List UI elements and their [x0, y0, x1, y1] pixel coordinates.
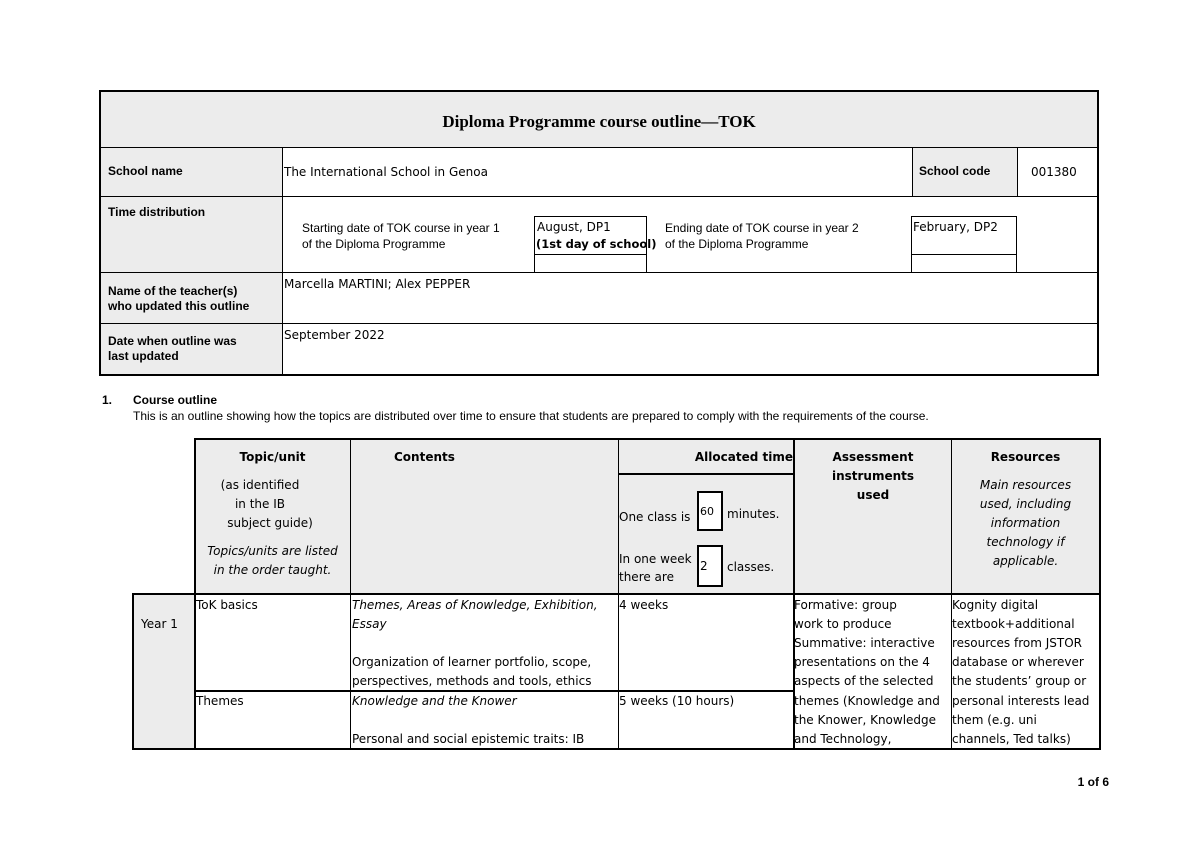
row1-contents-line4: perspectives, methods and tools, ethics	[352, 674, 592, 688]
assessment-line: aspects of the selected	[794, 674, 934, 688]
end-date-value: February, DP2	[913, 220, 998, 234]
row1-contents-line1: Themes, Areas of Knowledge, Exhibition,	[352, 598, 598, 612]
assessment-line: work to produce	[794, 617, 892, 631]
resources-note-line5: applicable.	[992, 554, 1059, 568]
topic-note-line1: Topics/units are listed	[207, 544, 338, 558]
col-header-assessment-line2: instruments	[831, 469, 915, 483]
resources-line: personal interests lead	[952, 694, 1090, 708]
resources-line: resources from JSTOR	[952, 636, 1082, 650]
resources-note-line4: technology if	[986, 535, 1065, 549]
date-label-line2: last updated	[108, 349, 179, 363]
resources-line: textbook+additional	[952, 617, 1075, 631]
assessment-line: themes (Knowledge and	[794, 694, 940, 708]
week-suffix: classes.	[727, 560, 775, 574]
assessment-line: presentations on the 4	[794, 655, 930, 669]
row1-topic: ToK basics	[196, 598, 258, 612]
start-date-label-line1: Starting date of TOK course in year 1	[302, 221, 500, 235]
end-date-label-line2: of the Diploma Programme	[665, 237, 809, 251]
section-title: Course outline	[133, 393, 218, 407]
col-header-resources: Resources	[990, 450, 1061, 464]
week-classes-value: 2	[700, 559, 708, 573]
school-code-value: 001380	[1031, 165, 1077, 179]
week-prefix-line2: there are	[619, 570, 674, 584]
year-label: Year 1	[141, 617, 178, 631]
assessment-line: the Knower, Knowledge	[794, 713, 937, 727]
school-name-label: School name	[108, 164, 183, 178]
row2-time: 5 weeks (10 hours)	[619, 694, 735, 708]
section-description: This is an outline showing how the topics are distributed over time to ensure that students are prepared to comply with the requirements of the course.	[133, 409, 929, 423]
page-number: 1 of 6	[1077, 775, 1109, 789]
row2-contents-line2: Personal and social epistemic traits: IB	[352, 732, 585, 746]
col-header-allocated-time: Allocated time	[694, 450, 793, 464]
row1-contents-line3: Organization of learner portfolio, scope,	[352, 655, 592, 669]
teacher-value: Marcella MARTINI; Alex PEPPER	[284, 277, 471, 291]
assessment-line: Formative: group	[794, 598, 897, 612]
date-label-line1: Date when outline was	[108, 334, 237, 348]
time-distribution-label: Time distribution	[108, 205, 206, 219]
assessment-line: Summative: interactive	[794, 636, 935, 650]
resources-line: channels, Ted talks)	[952, 732, 1071, 746]
resources-note-line1: Main resources	[979, 478, 1072, 492]
col-header-contents: Contents	[394, 450, 455, 464]
resources-note-line2: used, including	[979, 497, 1072, 511]
school-code-label: School code	[919, 164, 991, 178]
start-date-note: (1st day of school)	[536, 237, 657, 251]
assessment-line: and Technology,	[794, 732, 892, 746]
row2-topic: Themes	[196, 694, 244, 708]
resources-line: Kognity digital	[952, 598, 1039, 612]
class-minutes-value: 60	[700, 505, 714, 518]
row2-contents-line1: Knowledge and the Knower	[352, 694, 517, 708]
resources-note-line3: information	[990, 516, 1061, 530]
page-title: Diploma Programme course outline—TOK	[442, 112, 756, 131]
start-date-value: August, DP1	[537, 220, 611, 234]
start-date-label-line2: of the Diploma Programme	[302, 237, 446, 251]
school-name-value: The International School in Genoa	[284, 165, 488, 179]
col-header-assessment-line3: used	[856, 488, 890, 502]
topic-sub-line2: in the IB	[234, 497, 286, 511]
end-date-label-line1: Ending date of TOK course in year 2	[665, 221, 859, 235]
topic-note-line2: in the order taught.	[213, 563, 332, 577]
row1-time: 4 weeks	[619, 598, 669, 612]
row1-contents-line2: Essay	[352, 617, 387, 631]
resources-line: database or wherever	[952, 655, 1084, 669]
col-header-assessment-line1: Assessment	[832, 450, 914, 464]
class-length-suffix: minutes.	[727, 507, 780, 521]
topic-sub-line1: (as identified	[220, 478, 300, 492]
col-header-topic: Topic/unit	[239, 450, 306, 464]
week-prefix-line1: In one week	[619, 552, 692, 566]
teacher-label-line2: who updated this outline	[108, 299, 250, 313]
resources-line: the students’ group or	[952, 674, 1087, 688]
teacher-label-line1: Name of the teacher(s)	[108, 284, 238, 298]
section-number: 1.	[102, 393, 113, 407]
class-length-prefix: One class is	[619, 510, 691, 524]
date-value: September 2022	[284, 328, 385, 342]
resources-line: them (e.g. uni	[952, 713, 1037, 727]
topic-sub-line3: subject guide)	[227, 516, 313, 530]
